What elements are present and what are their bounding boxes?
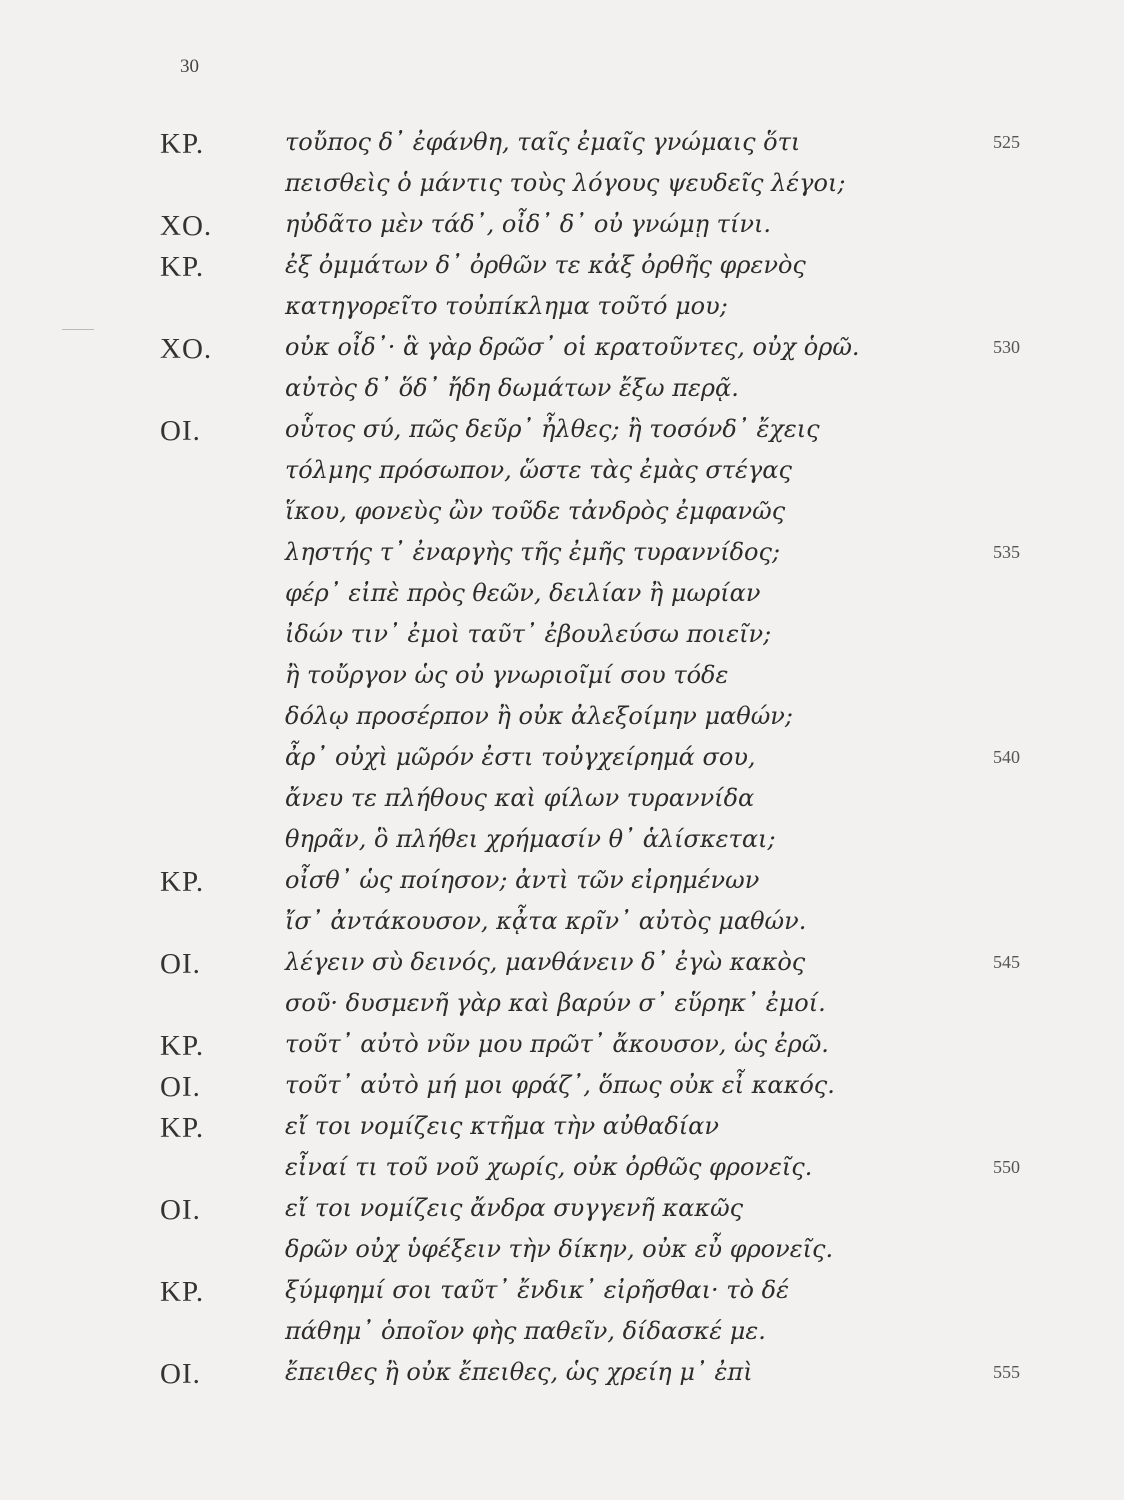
verse-line bbox=[0, 866, 1124, 906]
verse-text: δόλῳ προσέρπον ἢ οὐκ ἀλεξοίμην μαθών; bbox=[285, 702, 793, 730]
verse-line bbox=[0, 702, 1124, 742]
line-number: 535 bbox=[993, 542, 1020, 562]
verse-text: ηὐδᾶτο μὲν τάδ᾽, οἶδ᾽ δ᾽ οὐ γνώμῃ τίνι. bbox=[285, 210, 771, 238]
verse-line bbox=[0, 1112, 1124, 1152]
verse-line bbox=[0, 620, 1124, 660]
verse-line bbox=[0, 1317, 1124, 1357]
line-number: 540 bbox=[993, 747, 1020, 767]
verse-text: εἴ τοι νομίζεις κτῆμα τὴν αὐθαδίαν bbox=[285, 1112, 719, 1140]
speaker-label: ΚΡ. bbox=[160, 128, 205, 160]
verse-line bbox=[0, 374, 1124, 414]
verse-line bbox=[0, 743, 1124, 783]
verse-line bbox=[0, 1194, 1124, 1234]
verse-text: πάθημ᾽ ὁποῖον φὴς παθεῖν, δίδασκέ με. bbox=[285, 1317, 766, 1345]
verse-text: εἶναί τι τοῦ νοῦ χωρίς, οὐκ ὀρθῶς φρονεῖς. bbox=[285, 1153, 813, 1181]
speaker-label: ΚΡ. bbox=[160, 1030, 205, 1062]
line-number: 555 bbox=[993, 1362, 1020, 1382]
verse-text: ἐξ ὀμμάτων δ᾽ ὀρθῶν τε κἀξ ὀρθῆς φρενὸς bbox=[285, 251, 806, 279]
verse-text: τοῦτ᾽ αὐτὸ μή μοι φράζ᾽, ὅπως οὐκ εἶ κακός. bbox=[285, 1071, 835, 1099]
verse-line bbox=[0, 538, 1124, 578]
verse-text: κατηγορεῖτο τοὐπίκλημα τοῦτό μου; bbox=[285, 292, 728, 320]
verse-line bbox=[0, 1235, 1124, 1275]
line-number: 550 bbox=[993, 1157, 1020, 1177]
verse-line bbox=[0, 210, 1124, 250]
verse-line bbox=[0, 825, 1124, 865]
verse-text: οὗτος σύ, πῶς δεῦρ᾽ ἦλθες; ἢ τοσόνδ᾽ ἔχεις bbox=[285, 415, 820, 443]
verse-text: ἢ τοὔργον ὡς οὐ γνωριοῖμί σου τόδε bbox=[285, 661, 729, 689]
speaker-label: ΧΟ. bbox=[160, 210, 213, 242]
verse-text: ἵκου, φονεὺς ὢν τοῦδε τἀνδρὸς ἐμφανῶς bbox=[285, 497, 786, 525]
verse-text: αὐτὸς δ᾽ ὅδ᾽ ἤδη δωμάτων ἔξω περᾷ. bbox=[285, 374, 739, 402]
speaker-label: ΚΡ. bbox=[160, 251, 205, 283]
verse-text: οὐκ οἶδ᾽· ἃ γὰρ δρῶσ᾽ οἱ κρατοῦντες, οὐχ ὁρῶ. bbox=[285, 333, 860, 361]
speaker-label: ΟΙ. bbox=[160, 1194, 201, 1226]
speaker-label: ΚΡ. bbox=[160, 1112, 205, 1144]
verse-text: ἴσ᾽ ἀντάκουσον, κᾆτα κρῖν᾽ αὐτὸς μαθών. bbox=[285, 907, 807, 935]
line-number: 545 bbox=[993, 952, 1020, 972]
verse-line bbox=[0, 989, 1124, 1029]
verse-line bbox=[0, 661, 1124, 701]
verse-text: λέγειν σὺ δεινός, μανθάνειν δ᾽ ἐγὼ κακὸς bbox=[285, 948, 806, 976]
verse-text: ἆρ᾽ οὐχὶ μῶρόν ἐστι τοὐγχείρημά σου, bbox=[285, 743, 756, 771]
verse-line bbox=[0, 1153, 1124, 1193]
verse-text: εἴ τοι νομίζεις ἄνδρα συγγενῆ κακῶς bbox=[285, 1194, 744, 1222]
line-number: 530 bbox=[993, 337, 1020, 357]
verse-text: θηρᾶν, ὃ πλήθει χρήμασίν θ᾽ ἁλίσκεται; bbox=[285, 825, 776, 853]
speaker-label: ΟΙ. bbox=[160, 948, 201, 980]
verse-text: δρῶν οὐχ ὑφέξειν τὴν δίκην, οὐκ εὖ φρονεῖς. bbox=[285, 1235, 834, 1263]
verse-line bbox=[0, 456, 1124, 496]
speaker-label: ΚΡ. bbox=[160, 1276, 205, 1308]
verse-line bbox=[0, 497, 1124, 537]
verse-text: ξύμφημί σοι ταῦτ᾽ ἔνδικ᾽ εἰρῆσθαι· τὸ δέ bbox=[285, 1276, 789, 1304]
speaker-label: ΧΟ. bbox=[160, 333, 213, 365]
speaker-label: ΟΙ. bbox=[160, 1358, 201, 1390]
verse-line bbox=[0, 292, 1124, 332]
verse-text: σοῦ· δυσμενῆ γὰρ καὶ βαρύν σ᾽ εὕρηκ᾽ ἐμοί. bbox=[285, 989, 826, 1017]
verse-line bbox=[0, 1030, 1124, 1070]
speaker-label: ΟΙ. bbox=[160, 415, 201, 447]
verse-line bbox=[0, 1358, 1124, 1398]
verse-text: οἶσθ᾽ ὡς ποίησον; ἀντὶ τῶν εἰρημένων bbox=[285, 866, 760, 894]
verse-text: τόλμης πρόσωπον, ὥστε τὰς ἐμὰς στέγας bbox=[285, 456, 792, 484]
verse-line bbox=[0, 579, 1124, 619]
verse-line bbox=[0, 1276, 1124, 1316]
verse-line bbox=[0, 128, 1124, 168]
verse-text: ἄνευ τε πλήθους καὶ φίλων τυραννίδα bbox=[285, 784, 755, 812]
line-number: 525 bbox=[993, 132, 1020, 152]
verse-text: τοῦτ᾽ αὐτὸ νῦν μου πρῶτ᾽ ἄκουσον, ὡς ἐρῶ. bbox=[285, 1030, 829, 1058]
verse-text: φέρ᾽ εἰπὲ πρὸς θεῶν, δειλίαν ἢ μωρίαν bbox=[285, 579, 761, 607]
verse-text: τοὔπος δ᾽ ἐφάνθη, ταῖς ἐμαῖς γνώμαις ὅτι bbox=[285, 128, 801, 156]
verse-text: ληστής τ᾽ ἐναργὴς τῆς ἐμῆς τυραννίδος; bbox=[285, 538, 781, 566]
verse-text: πεισθεὶς ὁ μάντις τοὺς λόγους ψευδεῖς λέγοι; bbox=[285, 169, 846, 197]
speaker-label: ΚΡ. bbox=[160, 866, 205, 898]
verse-line bbox=[0, 907, 1124, 947]
verse-line bbox=[0, 169, 1124, 209]
verse-text: ἰδών τιν᾽ ἐμοὶ ταῦτ᾽ ἐβουλεύσω ποιεῖν; bbox=[285, 620, 772, 648]
verse-line bbox=[0, 251, 1124, 291]
speaker-label: ΟΙ. bbox=[160, 1071, 201, 1103]
verse-text: ἔπειθες ἢ οὐκ ἔπειθες, ὡς χρείη μ᾽ ἐπὶ bbox=[285, 1358, 753, 1386]
verse-line bbox=[0, 784, 1124, 824]
verse-line bbox=[0, 1071, 1124, 1111]
verse-line bbox=[0, 415, 1124, 455]
verse-line bbox=[0, 333, 1124, 373]
page-number: 30 bbox=[180, 56, 199, 77]
verse-line bbox=[0, 948, 1124, 988]
